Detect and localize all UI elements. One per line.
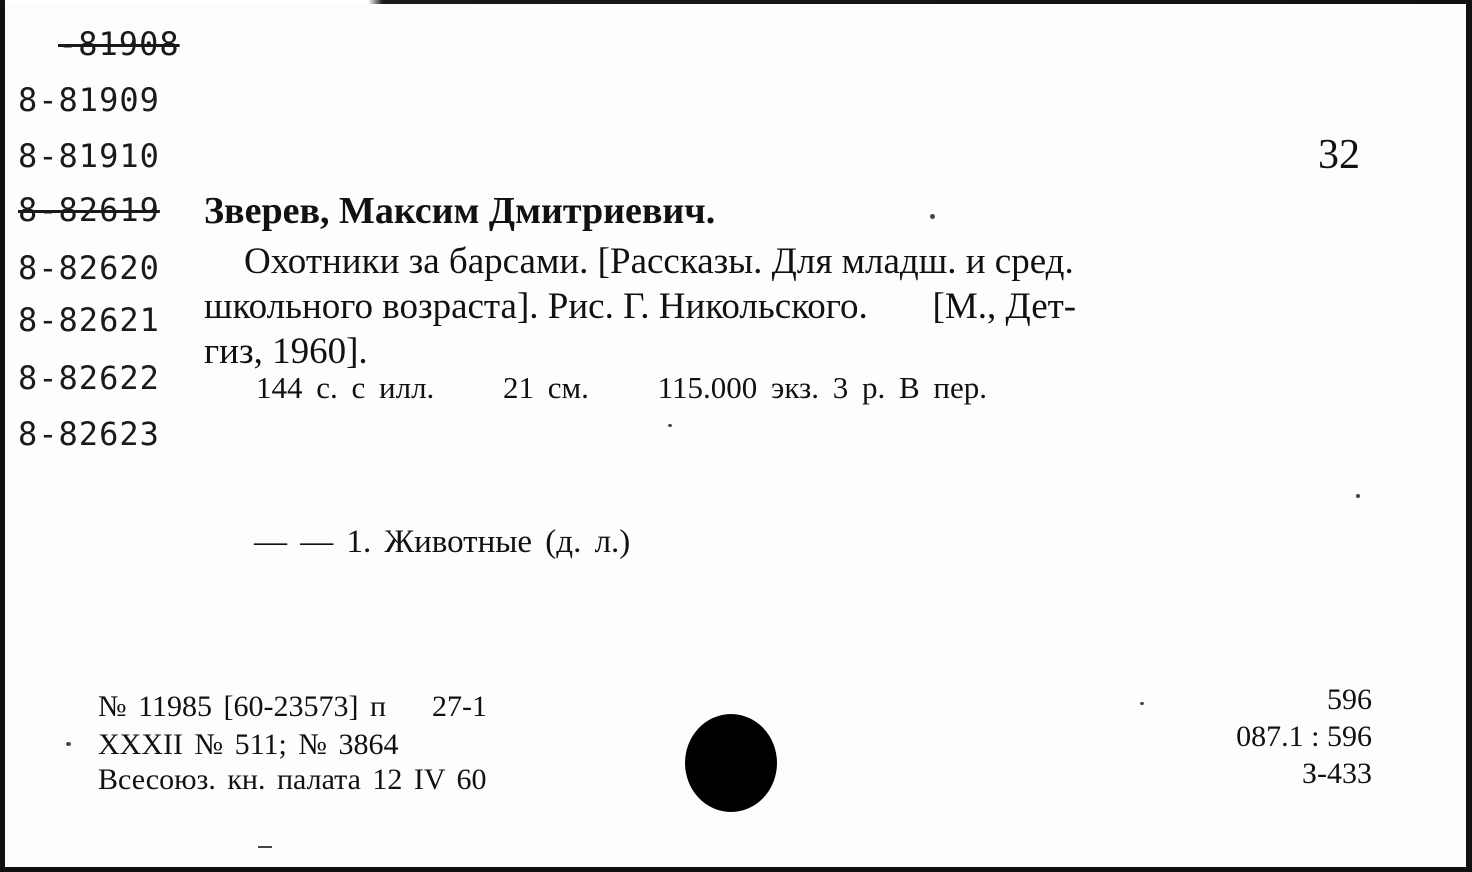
dust-speck — [258, 846, 272, 848]
scan-edge-top — [0, 0, 1472, 4]
scan-edge-bottom — [0, 867, 1472, 872]
registration-line: XXXII № 511; № 3864 — [98, 728, 399, 761]
collation-line: 144 с. с илл. 21 см. 115.000 экз. 3 р. В пер. — [256, 370, 988, 405]
inventory-number: 8-82623 — [18, 415, 160, 453]
registration-line: Всесоюз. кн. палата 12 IV 60 — [98, 763, 487, 796]
dust-speck — [668, 424, 672, 427]
scan-edge-right — [1466, 0, 1472, 872]
dust-speck — [66, 742, 71, 746]
dust-speck — [1140, 702, 1144, 705]
inventory-number: 8-82620 — [18, 249, 160, 287]
title-line: школьного возраста]. Рис. Г. Никольского. [М., Дет- — [204, 286, 1077, 327]
inventory-number-struck: 8-82619 — [18, 191, 160, 229]
inventory-number-struck: -81908 — [58, 25, 180, 63]
author-mark: З-433 — [1301, 757, 1372, 790]
scan-edge-left — [0, 0, 5, 872]
inventory-number: 8-81910 — [18, 137, 160, 175]
inventory-number: 8-82622 — [18, 359, 160, 397]
classification-code: 087.1 : 596 — [1236, 720, 1372, 753]
subject-heading: — — 1. Животные (д. л.) — [254, 524, 631, 560]
title-line: Охотники за барсами. [Рассказы. Для младш. и сред. — [244, 241, 1074, 282]
classification-code: 596 — [1327, 683, 1372, 716]
card-number: 32 — [1318, 132, 1360, 178]
dust-speck — [1356, 494, 1360, 498]
registration-line: № 11985 [60-23573] п 27-1 — [98, 690, 488, 723]
dust-speck — [930, 214, 935, 219]
title-line: гиз, 1960]. — [204, 331, 368, 372]
inventory-number: 8-81909 — [18, 81, 160, 119]
inventory-number: 8-82621 — [18, 301, 160, 339]
author-heading: Зверев, Максим Дмитриевич. — [204, 190, 716, 232]
punch-hole — [685, 714, 777, 812]
